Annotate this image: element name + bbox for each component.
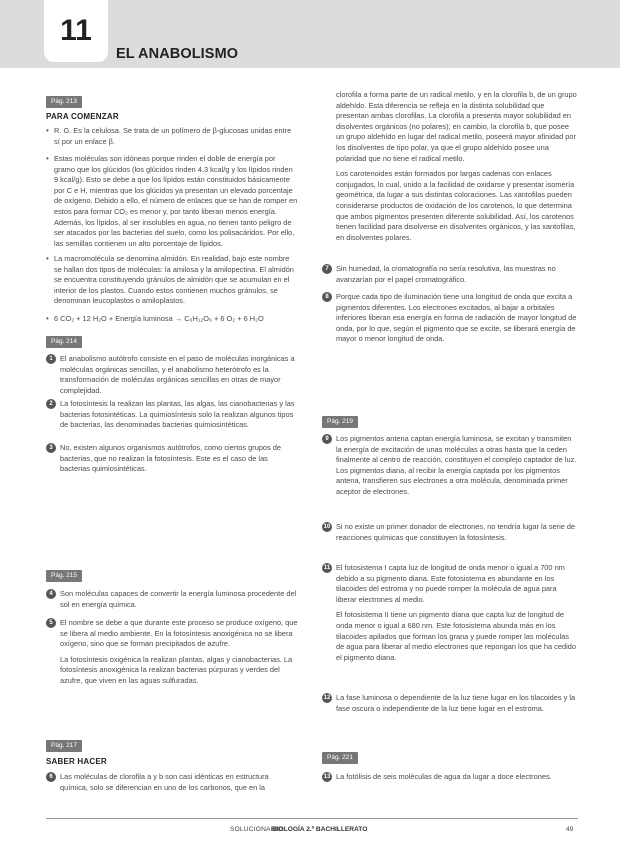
question-number-badge: 10 (323, 524, 331, 530)
question-number-badge: 3 (46, 443, 56, 453)
answer-text: La fotosíntesis oxigénica la realizan plantas, algas y cianobacterias. La fotosíntesis anoxigénica la realizan bacterias púrpuras y verdes del azufre, que viven en las aguas sulfuradas. (60, 654, 293, 685)
question-number-badge: 11 (323, 565, 331, 571)
bullet-dot: • (46, 314, 49, 323)
answer-text: La fotosíntesis la realizan las plantas, las algas, las cianobacterias y las bacterias fotosintéticas. La quimiosíntesis solo la realizan algunos tipos de bacterias, las denominadas bacterias quimiosintéticas. (60, 399, 295, 430)
chapter-number-box (44, 0, 108, 62)
page-ref-217: Pág. 217 (46, 740, 82, 752)
page-ref-215: Pág. 215 (46, 570, 82, 582)
question-4 (46, 589, 298, 610)
answer-text: La fase luminosa o dependiente de la luz tiene lugar en los tilacoides y la fase oscura o independiente de la luz tiene lugar en el estroma. (336, 693, 576, 713)
answer-text: Los carotenoides están formados por largas cadenas con enlaces conjugados, lo cual, unido a la facilidad de oxidarse y presentar isomería geométrica, da lugar a sus distintas coloraciones. Las xantofilas pueden considerarse productos de oxidación de los carotenos, lo que determina que ambos pigmentos presenten diferente solubilidad. Así, los carotenos tienen facilidad para disolverse en disolventes orgánicos, y las xantofilas, en disolventes polares. (336, 169, 576, 242)
bullet-item (46, 126, 298, 147)
question-number-badge: 2 (46, 399, 56, 409)
answer-text: El fotosistema II tiene un pigmento diana que capta luz de longitud de onda menor o igual a 680 nm. Este fotosistema abunda más en los tilacoides apilados que forman los grana y puede romper las moléculas de agua para liberar al medio electrones que repongan los que ha cedido el pigmento diana. (336, 610, 576, 662)
answer-text: Los pigmentos antena captan energía luminosa, se excitan y transmiten la energía de excitación de unas moléculas a otras hasta que la ceden finalmente al centro de reacción, constituyen el complejo captador de luz. Los pigmentos diana, al recibir la energía captada por los pigmentos antena, transfieren sus electrones a otra molécula, denominada primer aceptor de electrones. (336, 434, 577, 496)
question-number-badge: 5 (46, 618, 56, 628)
question-number-badge: 1 (46, 354, 56, 364)
page-ref-213: Pág. 213 (46, 96, 82, 108)
bullet-dot: • (46, 254, 49, 263)
question-number-badge: 9 (322, 434, 332, 444)
answer-text: Sin humedad, la cromatografía no sería resolutiva, las muestras no avanzarían por el papel cromatográfico. (336, 264, 556, 284)
question-2 (46, 399, 298, 431)
question-number-badge: 4 (46, 589, 56, 599)
question-7 (322, 264, 578, 285)
bullet-text: Estas moléculas son idóneas porque rinden el doble de energía por gramo que los glúcidos (los glúcidos rinden 4,3 kcal/g y los lípidos rinden 9 kcal/g). Esto se debe a que los lípidos están constituidos básicamente por C e H, mientras que los glúcidos ya presentan un elevado porcentaje de oxígeno. Debido a ello, el número de enlaces que se han de romper en estos para formar CO₂ es menor y, por tanto liberan menos energía. Además, los lípidos, al ser insolubles en agua, no tienen tanto peligro de ser atacados por las bacterias del suelo, como los polisacáridos. Por ello, las semillas contienen un alto porcentaje de lípidos. (54, 154, 298, 248)
answer-text: Las moléculas de clorofila a y b son casi idénticas en estructura química, solo se diferencian en uno de los carbonos, que en la (60, 772, 269, 792)
bullet-item (46, 154, 298, 249)
page-number: 49 (566, 826, 574, 833)
question-number-badge: 13 (323, 774, 331, 780)
answer-text: El anabolismo autótrofo consiste en el paso de moléculas inorgánicas a moléculas orgánicas sencillas, y el anabolismo heterótrofo es la transformación de moléculas orgánicas sencillas en otras de mayor complejidad. (60, 354, 295, 395)
answer-text: Porque cada tipo de iluminación tiene una longitud de onda que excita a pigmentos diferentes. Los electrones excitados, al bajar a orbitales inferiores liberan esa energía en forma de radiación de mayor longitud de onda, por lo que, según el pigmento que se excite, se liberará energía de mayor o menor longitud de onda. (336, 292, 577, 344)
chapter-title: EL ANABOLISMO (116, 46, 239, 62)
footer-solucionario: SOLUCIONARIO (230, 826, 283, 833)
answer-text: El nombre se debe a que durante este proceso se produce oxígeno, que se libera al medio ambiente. En la fotosíntesis anoxigénica no se libera oxígeno, sino que se forman precipitados de azufre. (60, 618, 298, 649)
chapter-number: 11 (60, 14, 92, 47)
answer-text: No, existen algunos organismos autótrofos, como ciertos grupos de bacterias, que no realizan la fotosíntesis. Este es el caso de las bacterias quimiosintéticas. (60, 443, 282, 474)
footer-subject: BIOLOGÍA 2.º BACHILLERATO (272, 826, 368, 833)
question-number-badge: 12 (323, 695, 331, 701)
page-ref-219: Pág. 219 (322, 416, 358, 428)
question-10 (322, 522, 578, 543)
question-5 (46, 618, 298, 687)
bullet-item (46, 314, 298, 325)
answer-text: Son moléculas capaces de convertir la energía luminosa procedente del sol en energía química. (60, 589, 297, 609)
bullet-text: R. G. Es la celulosa. Se trata de un polímero de β-glucosas unidas entre sí por un enlace β. (54, 126, 292, 146)
question-3 (46, 443, 298, 475)
question-number-badge: 7 (322, 264, 332, 274)
question-6 (46, 772, 298, 793)
footer-divider (46, 818, 578, 819)
answer-text: clorofila a forma parte de un radical metilo, y en la clorofila b, de un grupo aldehído. Esta diferencia se refleja en la distinta solubilidad que presentan ambas clorofilas. La clorofila a presenta mayor solubilidad en disolventes orgánicos (no polares); en cambio, la clorofila b, que posee un grupo aldehído en lugar del radical metilo, poseerá mayor afinidad por los disolventes de tipo polar, ya que el grupo aldehído posee una polaridad que no tiene el radical metilo. (336, 90, 577, 163)
question-number-badge: 8 (322, 292, 332, 302)
question-8 (322, 292, 578, 345)
question-12 (322, 693, 578, 714)
page-ref-221: Pág. 221 (322, 752, 358, 764)
question-1 (46, 354, 298, 396)
question-11 (322, 563, 578, 663)
bullet-text: La macromolécula se denomina almidón. En realidad, bajo este nombre se hallan dos tipos de moléculas: la amilosa y la amilopectina. El almidón se encuentra constituyendo gránulos de almidón que se acumulan en el interior de los plastos. Cuando estos contienen muchos gránulos, se denominan leucoplastos o amiloplastos. (54, 254, 294, 306)
section-para-comenzar: PARA COMENZAR (46, 112, 119, 121)
bullet-dot: • (46, 126, 49, 135)
question-number-badge: 6 (46, 772, 56, 782)
section-saber-hacer: SABER HACER (46, 757, 107, 766)
bullet-dot: • (46, 154, 49, 163)
equation: 6 CO₂ + 12 H₂O + Energía luminosa → C₆H₁₂O₆ + 6 O₂ + 6 H₂O (54, 314, 264, 323)
question-13 (322, 772, 578, 783)
page-ref-214: Pág. 214 (46, 336, 82, 348)
question-9 (322, 434, 578, 498)
answer-text: Si no existe un primer donador de electrones, no tendría lugar la serie de reacciones químicas que constituyen la fotosíntesis. (336, 522, 576, 542)
question-6-continued (322, 90, 578, 243)
answer-text: El fotosistema I capta luz de longitud de onda menor o igual a 700 nm debido a su pigmento diana. Este fotosistema es abundante en los tilacoides del estroma y no puede romper la molécula de agua para liberar electrones al medio. (336, 563, 565, 604)
answer-text: La fotólisis de seis moléculas de agua da lugar a doce electrones. (336, 772, 552, 781)
bullet-item (46, 254, 298, 307)
